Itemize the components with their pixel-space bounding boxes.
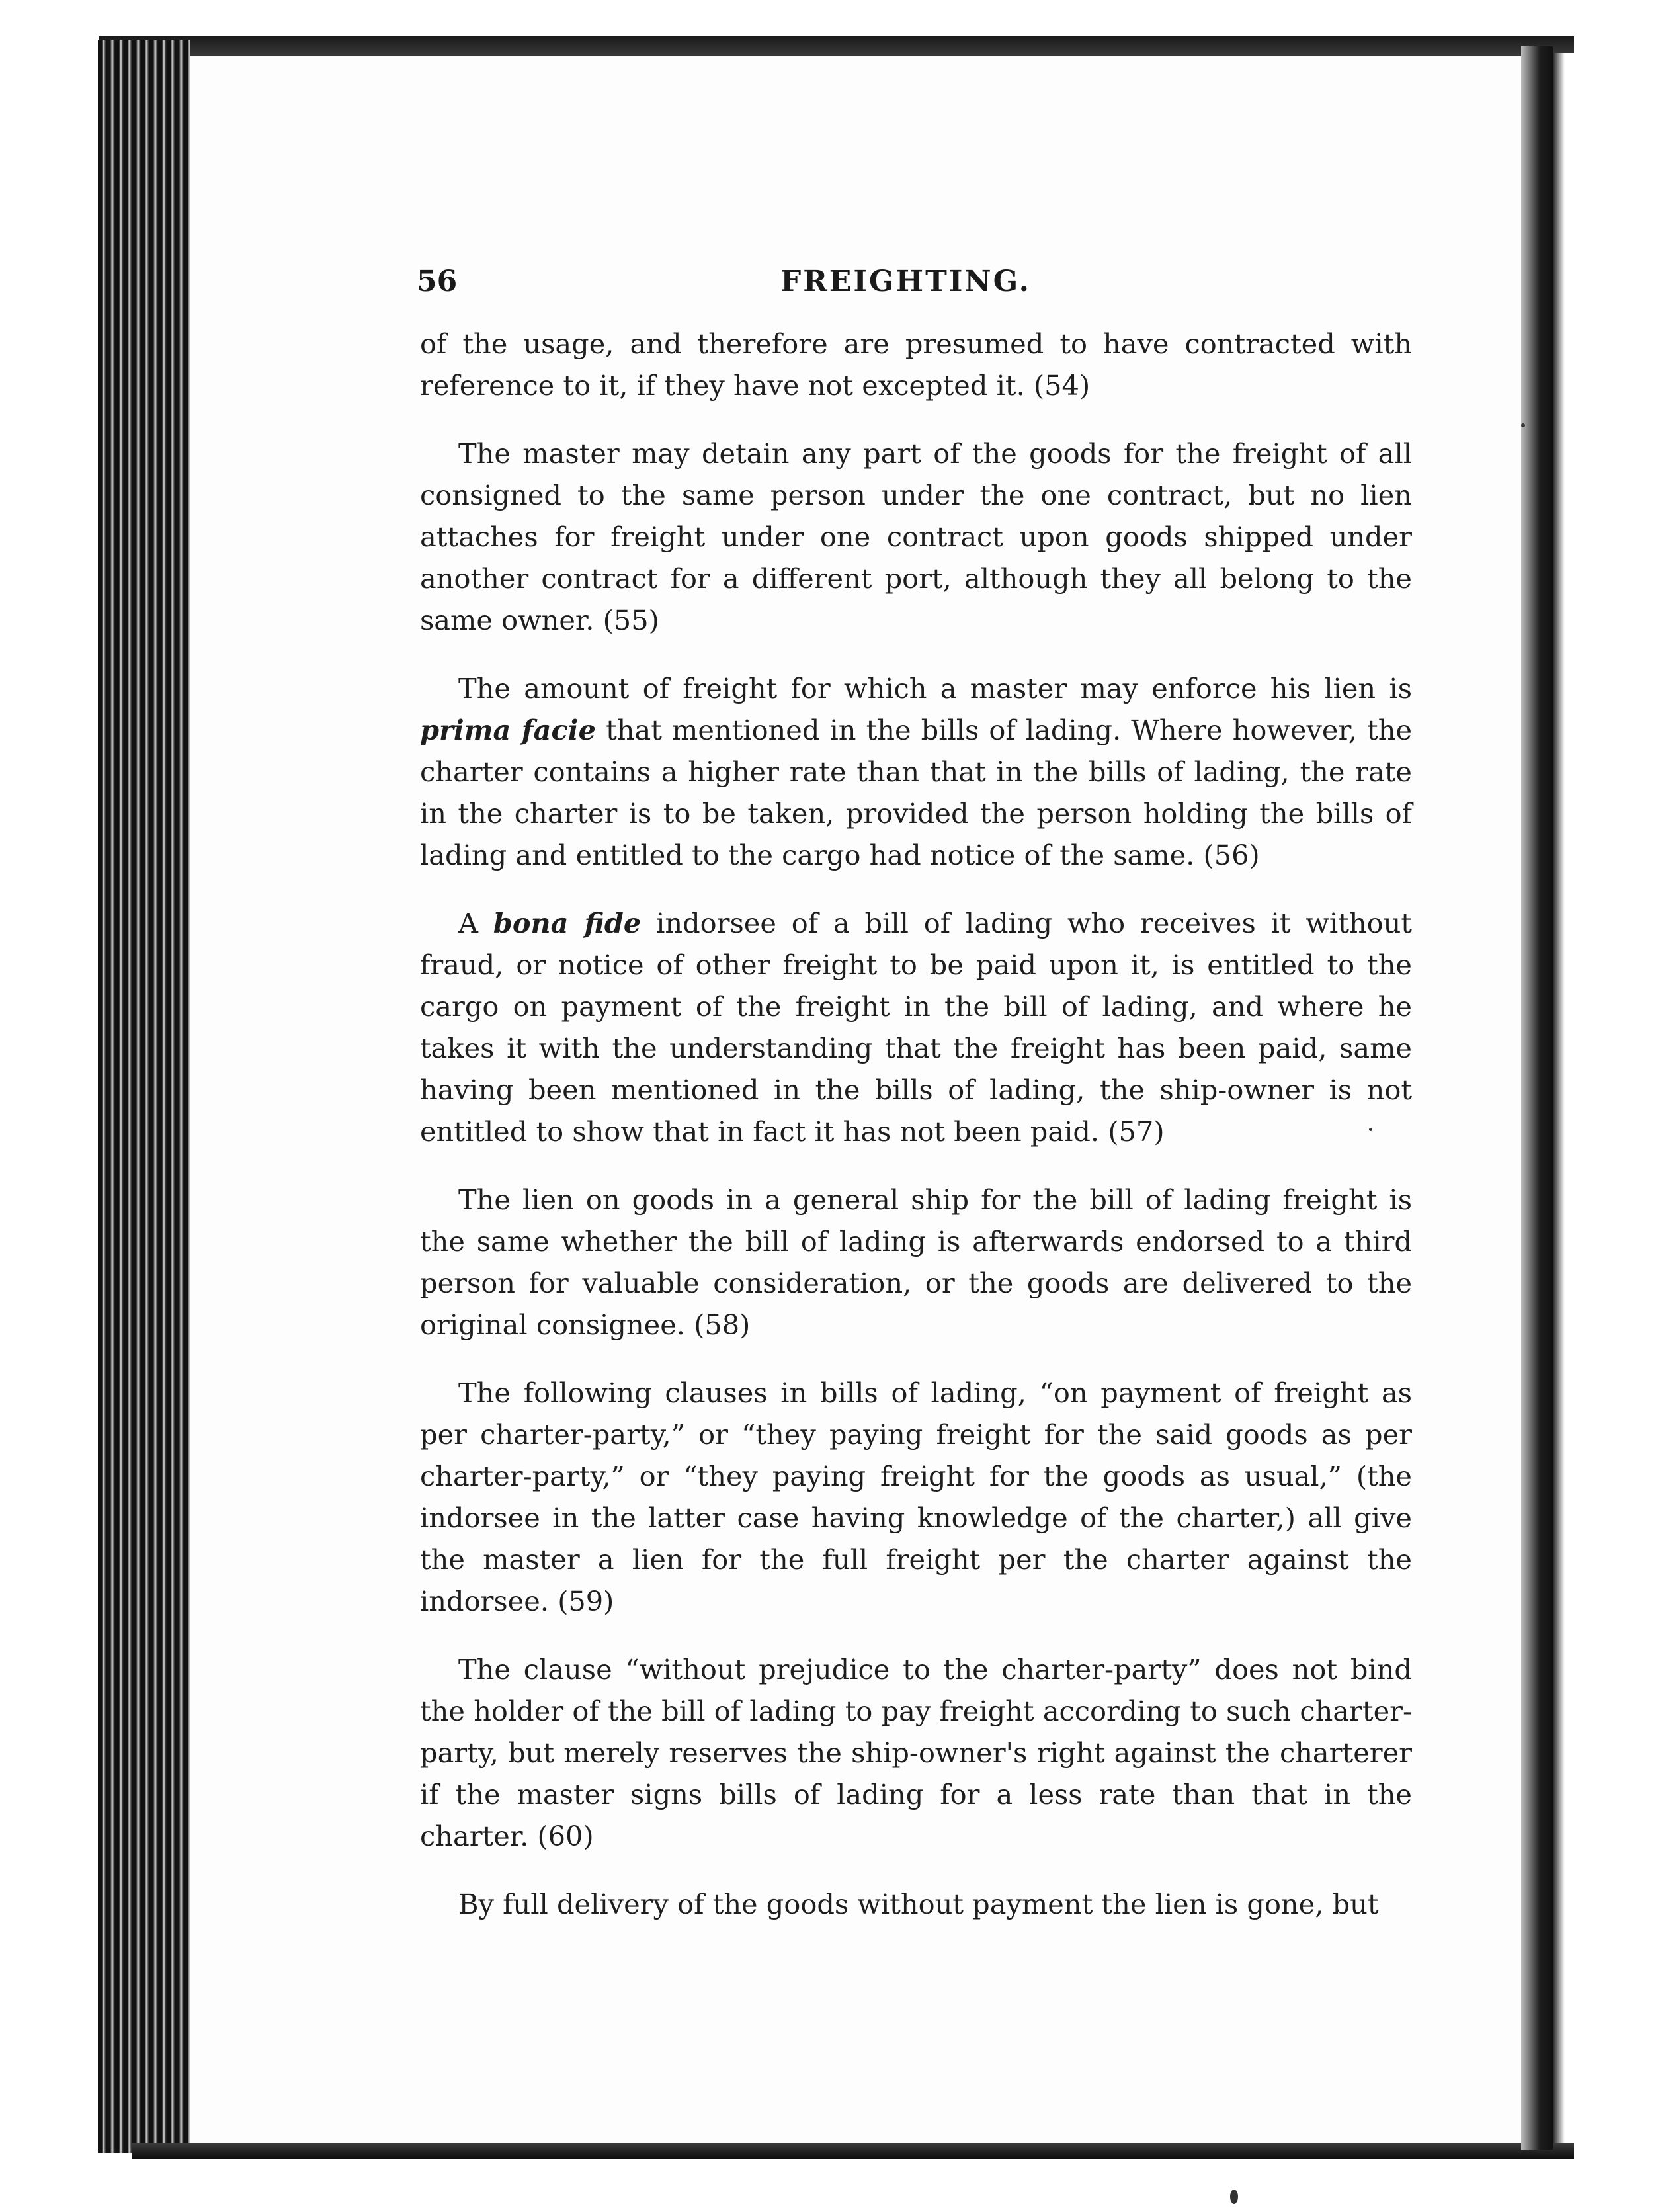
paragraph-text: The following clauses in bills of lading, “on payment of freight as per charter-party,” or “they paying freight for the said goods as per charter-party,” or “they paying freight for the goods as usual,” (the indorsee in the latter case having knowledge of the charter,) all give the master a lien for the full freight per the charter against the indorsee. (59) <box>420 1377 1412 1617</box>
paragraph-3 <box>420 667 1412 876</box>
italic-term: prima facie <box>420 714 596 746</box>
scan-edge-bottom <box>132 2143 1574 2159</box>
italic-term: bona fide <box>493 907 642 939</box>
gutter-shadow <box>1553 53 1565 2143</box>
page-number: 56 <box>417 265 458 298</box>
paragraph-7 <box>420 1648 1412 1857</box>
body-text <box>420 323 1412 1951</box>
paragraph-text: The lien on goods in a general ship for the bill of lading freight is the same whether the bill of lading is afterwards endorsed to a third person for valuable consideration, or the goods are delivered to the original consignee. (58) <box>420 1183 1412 1341</box>
page-header <box>417 265 1409 311</box>
paragraph-text: A <box>458 907 493 939</box>
scan-speck <box>1230 2190 1238 2204</box>
paragraph-5 <box>420 1179 1412 1345</box>
paragraph-4 <box>420 902 1412 1152</box>
paragraph-text: The master may detain any part of the goods for the freight of all consigned to the same person under the one contract, but no lien attaches for freight under one contract upon goods shipped under another contract for a different port, although they all belong to the same owner. (55) <box>420 437 1412 636</box>
paragraph-text: indorsee of a bill of lading who receives it without fraud, or notice of other freight to be paid upon it, is entitled to the cargo on payment of the freight in the bill of lading, and where he takes it with the understanding that the freight has been paid, same having been mentioned in the bills of lading, the ship-owner is not entitled to show that in fact it has not been paid. (57) <box>420 907 1412 1148</box>
paragraph-text: By full delivery of the goods without payment the lien is gone, but <box>458 1888 1379 1920</box>
paragraph-6 <box>420 1372 1412 1622</box>
paragraph-text: The clause “without prejudice to the charter-party” does not bind the holder of the bill of lading to pay freight according to such charter-party, but merely reserves the ship-owner's right against the charterer if the master signs bills of lading for a less rate than that in the charter. (60) <box>420 1653 1412 1852</box>
running-head: FREIGHTING. <box>780 265 1031 298</box>
paragraph-1 <box>420 323 1412 406</box>
scan-speck <box>1369 1128 1372 1131</box>
scan-edge-top <box>99 36 1574 56</box>
paragraph-text: that mentioned in the bills of lading. Where however, the charter contains a higher rate than that in the bills of lading, the rate in the charter is to be taken, provided the person holding the bills of lading and entitled to the cargo had notice of the same. (56) <box>420 714 1413 871</box>
paragraph-text: The amount of freight for which a master may enforce his lien is <box>458 672 1412 704</box>
paragraph-2 <box>420 433 1412 641</box>
scan-speck <box>1521 423 1525 427</box>
book-gutter <box>1521 46 1553 2150</box>
paragraph-text: of the usage, and therefore are presumed to have contracted with reference to it, if they have not excepted it. (54) <box>420 327 1412 402</box>
facing-page <box>1553 53 1656 2143</box>
paragraph-8 <box>420 1883 1412 1925</box>
book-page-edges <box>98 40 190 2153</box>
